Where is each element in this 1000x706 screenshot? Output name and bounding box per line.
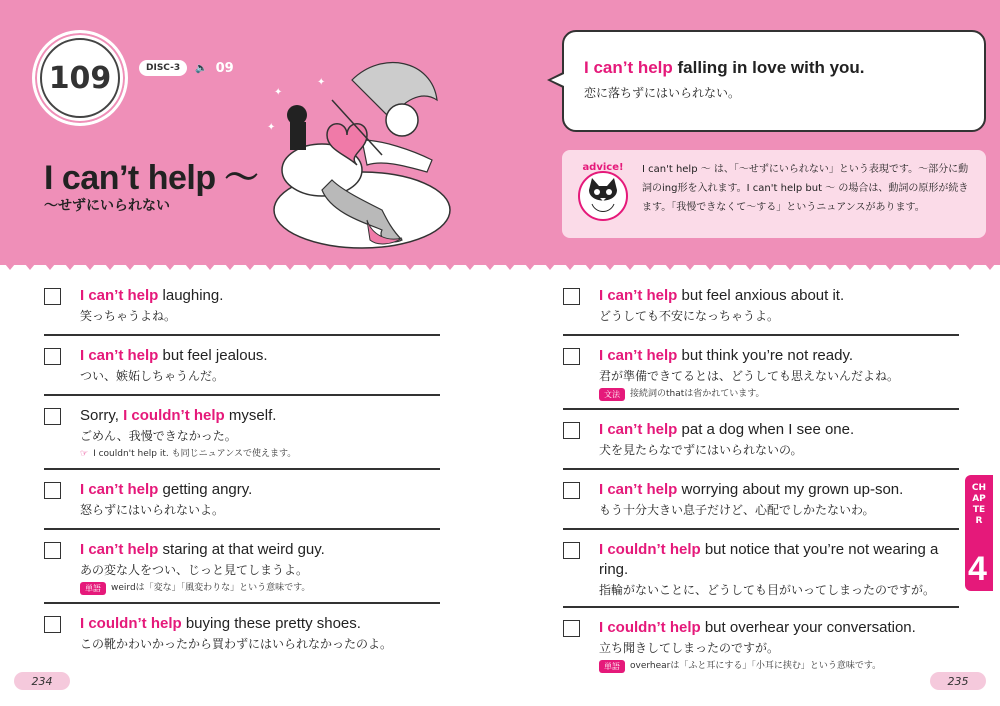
example-note: 単語 weirdは「変な」「風変わりな」という意味です。 bbox=[80, 580, 440, 596]
note-tag: 単語 bbox=[80, 582, 106, 595]
page-number-right: 235 bbox=[930, 672, 986, 690]
disc-label: DISC-3 bbox=[139, 60, 187, 76]
key-phrase-en: I can’t help falling in love with you. bbox=[584, 58, 865, 77]
example-note: 文法 接続詞のthatは省かれています。 bbox=[599, 386, 959, 402]
check-box[interactable] bbox=[563, 542, 580, 559]
track-number: 09 bbox=[215, 60, 234, 76]
advice-box bbox=[562, 150, 986, 238]
zigzag-edge bbox=[0, 258, 1000, 274]
check-box[interactable] bbox=[563, 348, 580, 365]
page-title: I can’t help ～ bbox=[44, 159, 259, 197]
example-jp: 笑っちゃうよね。 bbox=[80, 309, 177, 323]
speaker-icon: 🔈 bbox=[195, 62, 208, 74]
svg-text:advice!: advice! bbox=[582, 162, 624, 173]
audio-track-info bbox=[139, 60, 234, 76]
example-jp: 君が準備できてるとは、どうしても思えないんだよね。 bbox=[599, 369, 900, 383]
example-jp: どうしても不安になっちゃうよ。 bbox=[599, 309, 780, 323]
check-box[interactable] bbox=[44, 542, 61, 559]
example-jp: この靴かわいかったから買わずにはいられなかったのよ。 bbox=[80, 637, 393, 651]
chapter-label: CHAPTER bbox=[971, 483, 987, 526]
example-en: Sorry, I couldn’t help myself. bbox=[80, 407, 277, 424]
right-example-list bbox=[563, 284, 959, 674]
example-jp: あの変な人をつい、じっと見てしまうよ。 bbox=[80, 563, 309, 577]
chapter-tab bbox=[965, 475, 993, 591]
example-jp: ごめん、我慢できなかった。 bbox=[80, 429, 237, 443]
check-box[interactable] bbox=[44, 482, 61, 499]
example-item bbox=[44, 336, 440, 396]
page-subtitle: ～せずにいられない bbox=[44, 198, 170, 214]
example-note: ☞ I couldn't help it. も同じニュアンスで使えます。 bbox=[80, 446, 440, 462]
example-en: I couldn’t help buying these pretty shoes. bbox=[80, 615, 361, 632]
example-jp: つい、嫉妬しちゃうんだ。 bbox=[80, 369, 225, 383]
example-jp: 怒らずにはいられないよ。 bbox=[80, 503, 225, 517]
example-item bbox=[563, 530, 959, 608]
example-en: I can’t help getting angry. bbox=[80, 481, 253, 498]
key-phrase-bubble bbox=[562, 30, 986, 132]
example-item bbox=[44, 470, 440, 530]
example-en: I can’t help but feel anxious about it. bbox=[599, 287, 845, 304]
svg-text:✦: ✦ bbox=[267, 122, 276, 133]
example-item bbox=[44, 604, 440, 654]
example-en: I couldn’t help but notice that you’re not wearing a ring. bbox=[599, 541, 939, 578]
example-en: I can’t help pat a dog when I see one. bbox=[599, 421, 855, 438]
page-number-left: 234 bbox=[14, 672, 70, 690]
note-tag: 単語 bbox=[599, 660, 625, 673]
check-box[interactable] bbox=[44, 348, 61, 365]
check-box[interactable] bbox=[44, 616, 61, 633]
example-item bbox=[563, 284, 959, 336]
pointing-hand-icon: ☞ bbox=[80, 449, 89, 459]
key-phrase-jp: 恋に落ちずにはいられない。 bbox=[584, 86, 741, 100]
check-box[interactable] bbox=[563, 288, 580, 305]
example-item bbox=[563, 608, 959, 674]
example-en: I can’t help but think you’re not ready. bbox=[599, 347, 854, 364]
example-en: I can’t help laughing. bbox=[80, 287, 224, 304]
example-item bbox=[563, 470, 959, 530]
check-box[interactable] bbox=[563, 620, 580, 637]
chapter-number: 4 bbox=[968, 550, 987, 588]
example-item bbox=[44, 284, 440, 336]
lesson-number-badge bbox=[32, 30, 128, 126]
example-en: I can’t help but feel jealous. bbox=[80, 347, 268, 364]
check-box[interactable] bbox=[44, 288, 61, 305]
example-jp: 犬を見たらなでずにはいられないの。 bbox=[599, 443, 803, 457]
advice-text: I can't help ～ は、「～せずにいられない」という表現です。～部分に動詞のing形を入れます。I can't help but ～ の場合は、動詞の原形が続きます。「我慢できなくて～する」というニュアンスがあります。 bbox=[642, 164, 969, 213]
svg-text:✦: ✦ bbox=[274, 87, 283, 98]
note-tag: 文法 bbox=[599, 388, 625, 401]
check-box[interactable] bbox=[563, 482, 580, 499]
example-item bbox=[563, 336, 959, 410]
mermaid-illustration bbox=[262, 40, 452, 250]
example-en: I couldn’t help but overhear your conversation. bbox=[599, 619, 916, 636]
example-item bbox=[44, 530, 440, 604]
left-example-list bbox=[44, 284, 440, 654]
example-jp: もう十分大きい息子だけど、心配でしかたないわ。 bbox=[599, 503, 875, 517]
example-item bbox=[563, 410, 959, 470]
example-item bbox=[44, 396, 440, 470]
example-note: 単語 overhearは「ふと耳にする」「小耳に挟む」という意味です。 bbox=[599, 658, 959, 674]
example-jp: 指輪がないことに、どうしても目がいってしまったのですが。 bbox=[599, 583, 936, 597]
check-box[interactable] bbox=[44, 408, 61, 425]
lesson-number: 109 bbox=[40, 38, 120, 118]
check-box[interactable] bbox=[563, 422, 580, 439]
cat-icon bbox=[574, 160, 632, 222]
example-en: I can’t help staring at that weird guy. bbox=[80, 541, 325, 558]
example-jp: 立ち聞きしてしまったのですが。 bbox=[599, 641, 780, 655]
svg-text:✦: ✦ bbox=[317, 77, 326, 88]
example-en: I can’t help worrying about my grown up-son. bbox=[599, 481, 904, 498]
